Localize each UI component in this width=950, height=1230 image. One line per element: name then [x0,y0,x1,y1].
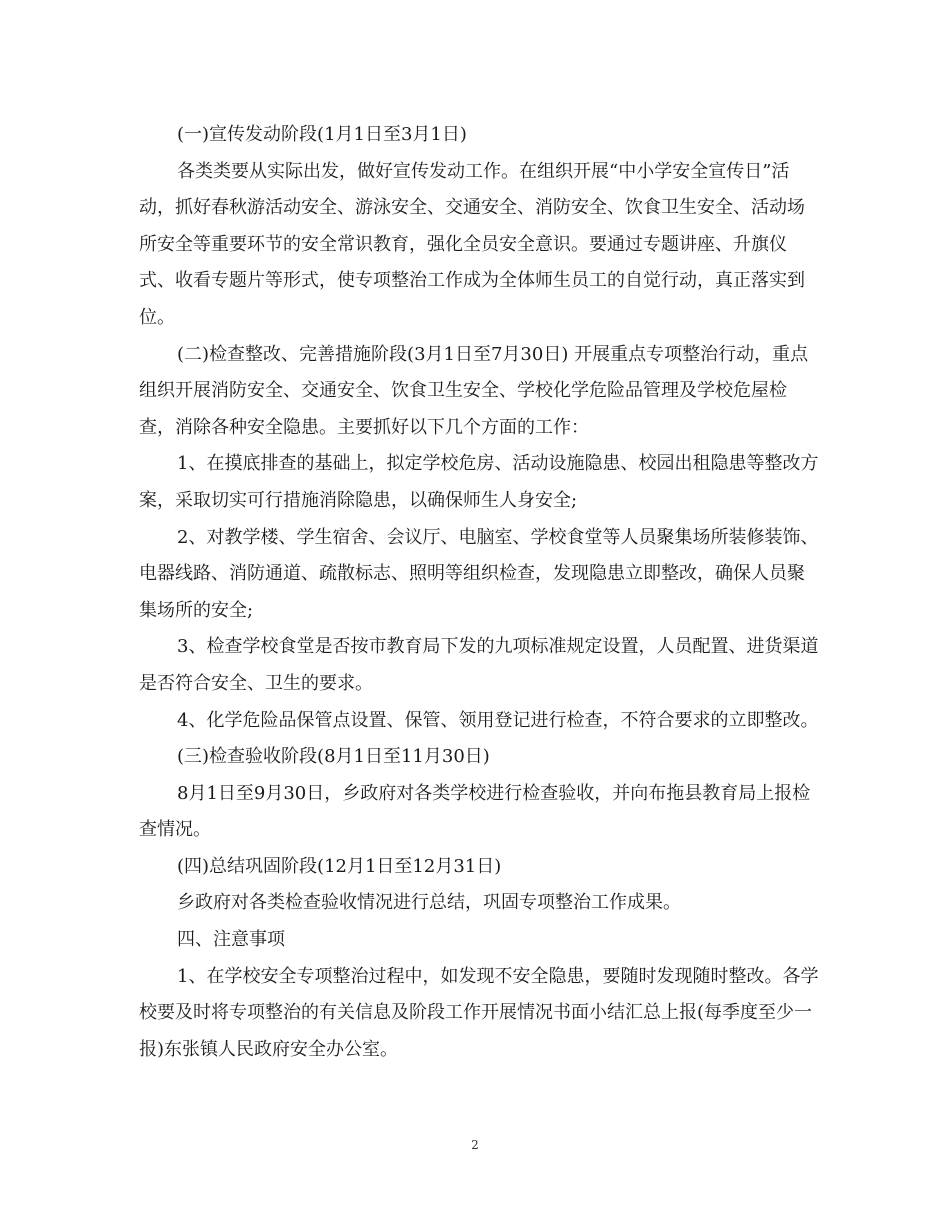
list-item-2-crowded-places: 2、对教学楼、学生宿舍、会议厅、电脑室、学校食堂等人员聚集场所装修装饰、电器线路、消防通道、疏散标志、照明等组织检查，发现隐患立即整改，确保人员聚集场所的安全; [139,526,819,621]
list-item-3-canteen-check: 3、检查学校食堂是否按市教育局下发的九项标准规定设置，人员配置、进货渠道是否符合安全、卫生的要求。 [139,636,819,694]
paragraph-summary-work: 乡政府对各类检查验收情况进行总结，巩固专项整治工作成果。 [177,892,681,914]
section-heading-notes: 四、注意事项 [177,929,285,951]
paragraph-acceptance-work: 8月1日至9月30日，乡政府对各类学校进行检查验收，并向布拖县教育局上报检查情况。 [139,782,811,841]
page-number: 2 [471,1138,479,1152]
document-body [139,117,819,1068]
section-heading-acceptance-phase: (三)检查验收阶段(8月1日至11月30日) [177,746,490,768]
section-heading-summary-phase: (四)总结巩固阶段(12月1日至12月31日) [177,855,502,877]
paragraph-publicity-work: 各类类要从实际出发，做好宣传发动工作。在组织开展“中小学安全宣传日”活动，抓好春秋游活动安全、游泳安全、交通安全、消防安全、饮食卫生安全、活动场所安全等重要环节的安全常识教育，强化全员安全意识。要通过专题讲座、升旗仪式、收看专题片等形式，使专项整治工作成为全体师生员工的自觉行动，真正落实到位。 [139,160,805,328]
section-heading-publicity-phase: (一)宣传发动阶段(1月1日至3月1日) [177,124,467,145]
section-heading-inspection-rectification-phase: (二)检查整改、完善措施阶段(3月1日至7月30日) 开展重点专项整治行动，重点组织开展消防安全、交通安全、饮食卫生安全、学校化学危险品管理及学校危屋检查，消除各种安全隐患。主要抓好以下几个方面的工作： [139,343,809,438]
list-item-1-hazard-survey: 1、在摸底排查的基础上，拟定学校危房、活动设施隐患、校园出租隐患等整改方案，采取切实可行措施消除隐患，以确保师生人身安全; [139,453,819,511]
list-item-4-hazardous-chemicals: 4、化学危险品保管点设置、保管、领用登记进行检查，不符合要求的立即整改。 [177,709,819,731]
list-item-notes-1: 1、在学校安全专项整治过程中，如发现不安全隐患，要随时发现随时整改。各学校要及时将专项整治的有关信息及阶段工作开展情况书面小结汇总上报(每季度至少一报)东张镇人民政府安全办公室。 [139,965,819,1060]
